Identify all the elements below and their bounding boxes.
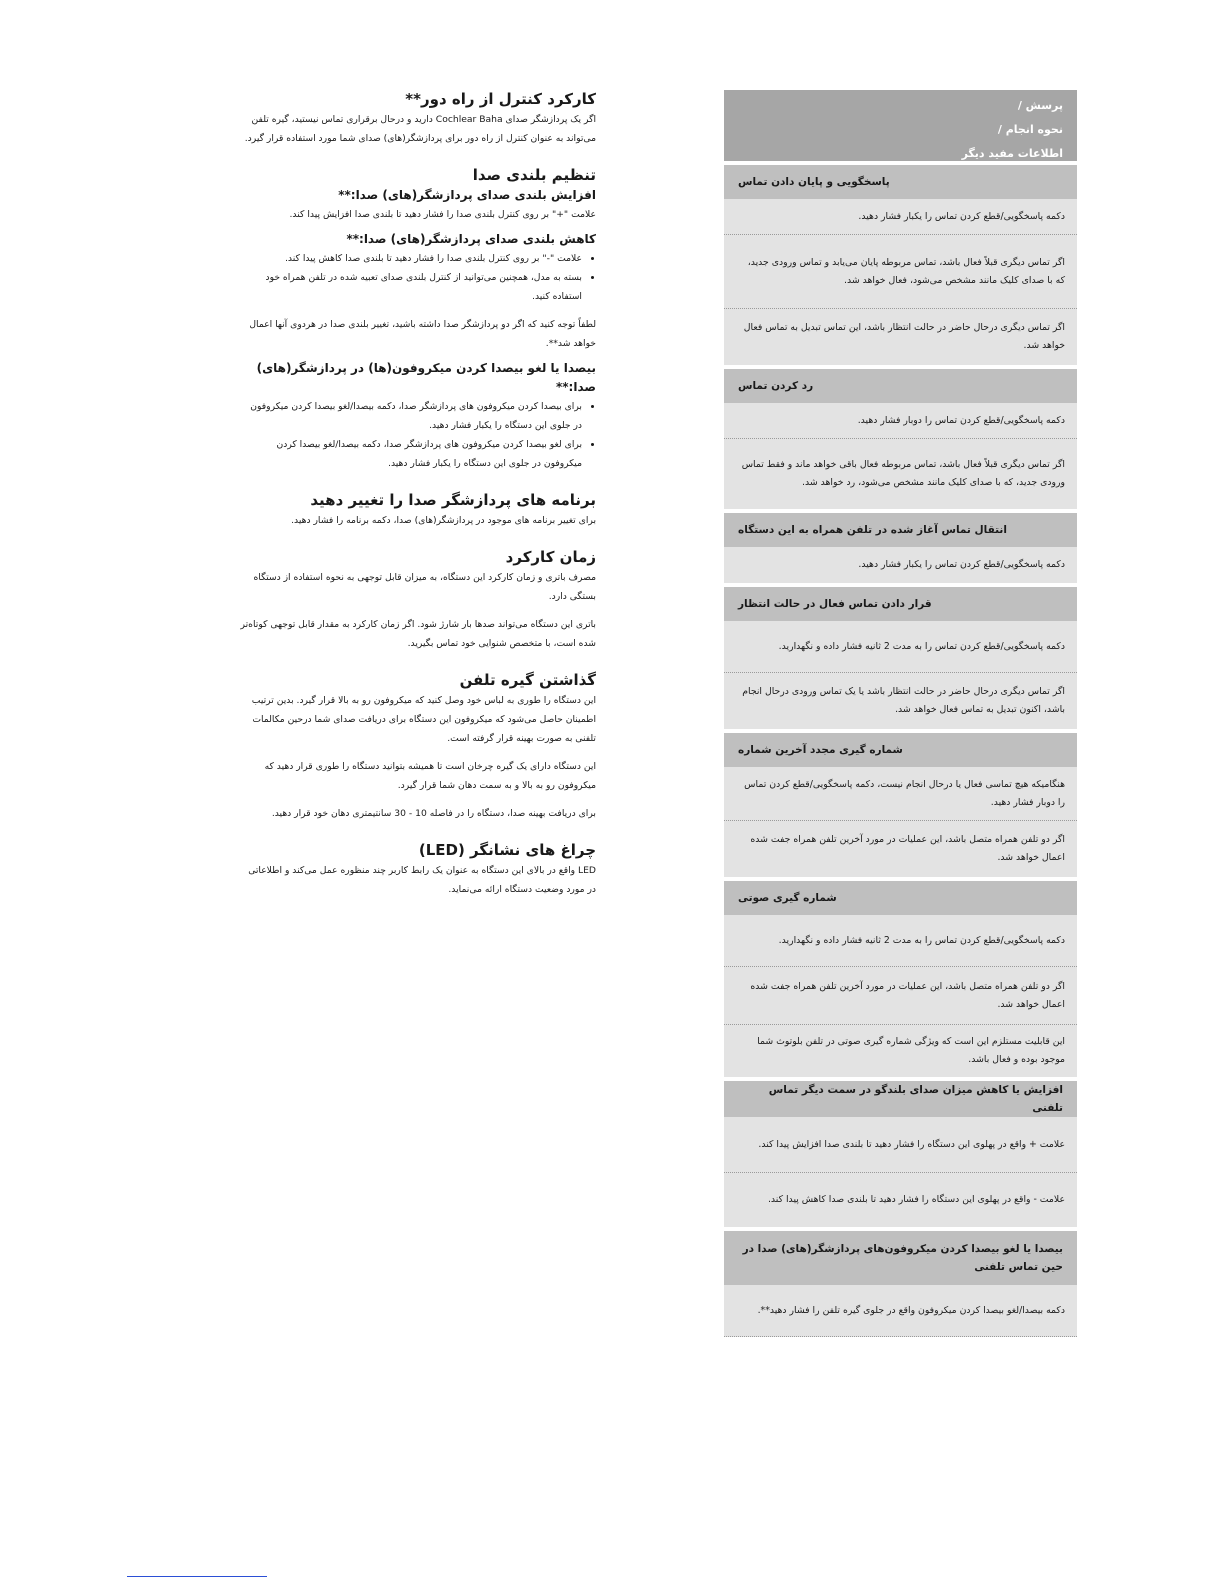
table-cell — [724, 199, 1077, 235]
table-cell — [724, 673, 1077, 729]
header-line: اطلاعات مفید دیگر — [961, 147, 1063, 160]
table-cell — [724, 967, 1077, 1025]
volume-heading: تنظیم بلندی صدا — [472, 166, 596, 184]
section-heading: رد کردن تماس — [724, 369, 1077, 403]
how-to-table — [724, 90, 1077, 1337]
mute-list — [240, 397, 596, 473]
cell-text: اگر تماس دیگری قبلاً فعال باشد، تماس مربوطه پایان می‌یابد و تماس ورودی جدید، که با صدای کلیک مانند مشخص می‌شود، فعال خواهد شد. — [747, 256, 1065, 286]
section-programs — [240, 489, 596, 530]
list-item: • برای بیصدا کردن میکروفون های پردازشگر صدا، دکمه بیصدا/لغو بیصدا کردن میکروفون در جلوی این دستگاه را یکبار فشار دهید. — [240, 397, 582, 435]
placing-text-2: این دستگاه دارای یک گیره چرخان است تا همیشه بتوانید دستگاه را طوری قرار دهید که میکروفون رو به بالا و به سمت دهان شما قرار گیرد. — [264, 761, 596, 791]
volume-decrease-heading: کاهش بلندی صدای پردازشگر(های) صدا:** — [346, 232, 596, 246]
list-item: • بسته به مدل، همچنین می‌توانید از کنترل بلندی صدای تعبیه شده در تلفن همراه خود استفاده کنید. — [240, 268, 582, 306]
cell-text: اگر دو تلفن همراه متصل باشد، این عملیات در مورد آخرین تلفن همراه جفت شده اعمال خواهد شد. — [750, 980, 1065, 1010]
volume-increase-heading: افزایش بلندی صدای پردازشگر(های) صدا:** — [338, 188, 596, 202]
section-heading: انتقال تماس آغاز شده در تلفن همراه به این دستگاه — [724, 513, 1077, 547]
placing-text-3: برای دریافت بهینه صدا، دستگاه را در فاصله 10 - 30 سانتیمتری دهان خود قرار دهید. — [271, 808, 596, 819]
volume-increase-text: علامت "+" بر روی کنترل بلندی صدا را فشار دهید تا بلندی صدا افزایش پیدا کند. — [289, 209, 596, 220]
programs-text: برای تغییر برنامه های موجود در پردازشگر(های) صدا، دکمه برنامه را فشار دهید. — [291, 515, 596, 526]
runtime-text-1: مصرف باتری و زمان کارکرد این دستگاه، به میزان قابل توجهی به نحوه استفاده از دستگاه بستگی دارد. — [253, 572, 596, 602]
cell-text: علامت + واقع در پهلوی این دستگاه را فشار دهید تا بلندی صدا افزایش پیدا کند. — [758, 1138, 1065, 1150]
table-cell — [724, 915, 1077, 967]
section-heading: قرار دادن تماس فعال در حالت انتظار — [724, 587, 1077, 621]
table-cell — [724, 767, 1077, 821]
cell-text: دکمه پاسخگویی/قطع کردن تماس را یکبار فشار دهید. — [858, 210, 1065, 222]
runtime-text-2: باتری این دستگاه می‌تواند صدها بار شارژ شود. اگر زمان کارکرد به مقدار قابل توجهی کوتاه‌تر شده است، با متخصص شنوایی خود تماس بگیرید. — [240, 619, 596, 649]
table-cell — [724, 1285, 1077, 1337]
placing-heading: گذاشتن گیره تلفن — [459, 671, 596, 689]
section-placing — [240, 669, 596, 823]
section-remote-control — [240, 88, 596, 148]
table-cell — [724, 1117, 1077, 1173]
placing-text-1: این دستگاه را طوری به لباس خود وصل کنید که میکروفون رو به بالا قرار گیرد. بدین ترتیب اطمینان حاصل می‌شود که میکروفون این دستگاه برای دریافت صدای شما درحین مکالمات تلفنی به صورت بهینه قرار گرفته است. — [251, 695, 596, 744]
cell-text: دکمه پاسخگویی/قطع کردن تماس را به مدت 2 ثانیه فشار داده و نگهدارید. — [778, 934, 1065, 946]
table-cell — [724, 621, 1077, 673]
section-heading: شماره گیری صوتی — [724, 881, 1077, 915]
footnote-divider — [127, 1576, 267, 1577]
section-volume — [240, 164, 596, 473]
cell-text: دکمه بیصدا/لغو بیصدا کردن میکروفون واقع در جلوی گیره تلفن را فشار دهید**. — [757, 1304, 1065, 1316]
cell-text: این قابلیت مستلزم این است که ویژگی شماره گیری صوتی در تلفن بلوتوث شما موجود بوده و فعال باشد. — [757, 1036, 1065, 1065]
cell-text: اگر دو تلفن همراه متصل باشد، این عملیات در مورد آخرین تلفن همراه جفت شده اعمال خواهد شد. — [750, 834, 1065, 863]
table-cell — [724, 309, 1077, 365]
cell-text: اگر تماس دیگری درحال حاضر در حالت انتظار باشد، این تماس تبدیل به تماس فعال خواهد شد. — [743, 322, 1065, 351]
table-cell — [724, 547, 1077, 583]
header-line: نحوه انجام / — [997, 123, 1063, 136]
section-runtime — [240, 546, 596, 653]
table-cell — [724, 235, 1077, 309]
list-item: • برای لغو بیصدا کردن میکروفون های پردازشگر صدا، دکمه بیصدا/لغو بیصدا کردن میکروفون در جلوی این دستگاه را یکبار فشار دهید. — [240, 435, 582, 473]
main-column — [240, 88, 596, 915]
table-cell — [724, 439, 1077, 509]
volume-decrease-list — [240, 249, 596, 306]
cell-text: اگر تماس دیگری قبلاً فعال باشد، تماس مربوطه فعال باقی خواهد ماند و فقط تماس ورودی جدید، که با صدای کلیک مانند مشخص می‌شود، رد خواهد شد. — [741, 459, 1065, 488]
section-heading: شماره گیری مجدد آخرین شماره — [724, 733, 1077, 767]
table-cell — [724, 1025, 1077, 1077]
table-cell — [724, 821, 1077, 877]
runtime-heading: زمان کارکرد — [505, 548, 596, 566]
list-item: • علامت "-" بر روی کنترل بلندی صدا را فشار دهید تا بلندی صدا کاهش پیدا کند. — [240, 249, 582, 268]
cell-text: دکمه پاسخگویی/قطع کردن تماس را یکبار فشار دهید. — [858, 559, 1065, 570]
header-line: پرسش / — [1017, 99, 1063, 112]
cell-text: دکمه پاسخگویی/قطع کردن تماس را دوبار فشار دهید. — [857, 414, 1065, 426]
cell-text: هنگامیکه هیچ تماسی فعال یا درحال انجام نیست، دکمه پاسخگویی/قطع کردن تماس را دوبار فشار دهید. — [744, 778, 1065, 808]
cell-text: اگر تماس دیگری درحال حاضر در حالت انتظار باشد یا یک تماس ورودی درحال انجام باشد، اکنون تبدیل به تماس فعال خواهد شد. — [742, 686, 1065, 715]
table-cell — [724, 1173, 1077, 1227]
section-heading: افزایش یا کاهش میزان صدای بلندگو در سمت دیگر تماس تلفنی — [724, 1081, 1077, 1117]
table-cell — [724, 403, 1077, 439]
section-heading: بیصدا یا لغو بیصدا کردن میکروفون‌های پردازشگر(های) صدا در حین تماس تلفنی — [724, 1231, 1077, 1285]
cell-text: علامت - واقع در پهلوی این دستگاه را فشار دهید تا بلندی صدا کاهش پیدا کند. — [767, 1194, 1065, 1205]
led-text: LED واقع در بالای این دستگاه به عنوان یک رابط کاربر چند منظوره عمل می‌کند و اطلاعاتی در مورد وضعیت دستگاه ارائه می‌نماید. — [248, 865, 596, 895]
remote-control-heading: کارکرد کنترل از راه دور** — [405, 90, 596, 108]
led-heading: چراغ های نشانگر (LED) — [418, 841, 596, 859]
remote-control-text: اگر یک پردازشگر صدای Cochlear Baha دارید و درحال برقراری تماس نیستید، گیره تلفن می‌تواند به عنوان کنترل از راه دور برای پردازشگر(های) صدای شما مورد استفاده قرار گیرد. — [244, 114, 596, 144]
programs-heading: برنامه های پردازشگر صدا را تغییر دهید — [310, 491, 596, 509]
cell-text: دکمه پاسخگویی/قطع کردن تماس را به مدت 2 ثانیه فشار داده و نگهدارید. — [778, 640, 1065, 652]
mute-heading: بیصدا یا لغو بیصدا کردن میکروفون(ها) در پردازشگر(های) صدا:** — [256, 361, 596, 394]
section-heading: پاسخگویی و پایان دادن تماس — [724, 165, 1077, 199]
table-header — [724, 90, 1077, 161]
section-led — [240, 839, 596, 899]
volume-note: لطفاً توجه کنید که اگر دو پردازشگر صدا داشته باشید، تغییر بلندی صدا در هردوی آنها اعمال خواهد شد**. — [249, 319, 596, 349]
